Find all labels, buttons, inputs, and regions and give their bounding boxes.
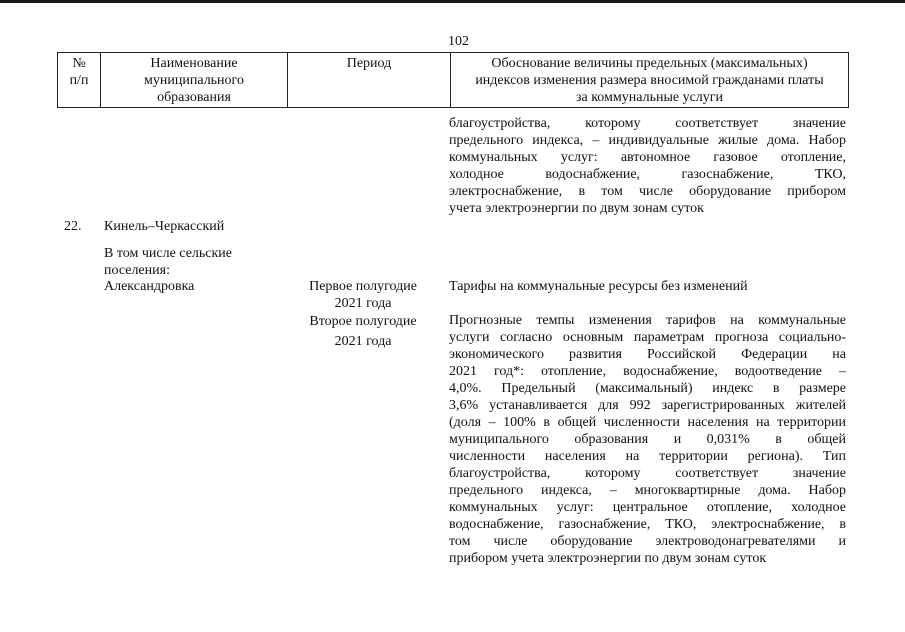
top-border-line <box>0 0 905 3</box>
justification-second-half: Прогнозные темпы изменения тарифов на коммунальные услуги согласно основным параметрам прогноза социально- экономического развития Российской Федерации на 2021 год*: отопление, водоснабжение, водоотведение – 4,0%. Предельный (максимальный) индекс в размере 3,6% устанавливается для 992 зарегистрированных жителей (доля – 100% в общей численности населения на территории муниципального образования и 0,031% в общей численности населения на территории региона). Тип благоустройства, которому соответствует значение предельного индекса, – многоквартирные дома. Набор коммунальных услуг: центральное отопление, холодное водоснабжение, газоснабжение, ТКО, электроснабжение, в том числе оборудование электроводонагревателями и прибором учета электроэнергии по двум зонам суток <box>449 313 846 566</box>
continuation-paragraph: благоустройства, которому соответствует значение предельного индекса, – индивидуальные жилые дома. Набор коммунальных услуг: автономное газовое отопление, холодное водоснабжение, газоснабжение, ТКО, электроснабжение, в том числе оборудование прибором учета электроэнергии по двум зонам суток <box>449 116 846 216</box>
header-col-municipality: Наименование муниципального образования <box>101 53 288 108</box>
table-header <box>57 52 849 108</box>
period-first-half: Первое полугодие 2021 года <box>309 279 417 311</box>
justification-first-half: Тарифы на коммунальные ресурсы без изменений <box>449 279 748 294</box>
subheading-settlements: В том числе сельские поселения: <box>104 246 233 278</box>
row-number: 22. <box>64 219 82 234</box>
header-col-number: № п/п <box>58 53 101 108</box>
municipality-name: Кинель–Черкасский <box>104 219 225 234</box>
period-second-half: Второе полугодие 2021 года <box>309 314 417 349</box>
settlement-name: Александровка <box>104 279 195 294</box>
page-number: 102 <box>448 34 469 49</box>
header-col-period: Период <box>288 53 451 108</box>
header-col-justification: Обоснование величины предельных (максимальных) индексов изменения размера вносимой гражданами платы за коммунальные услуги <box>451 53 849 108</box>
